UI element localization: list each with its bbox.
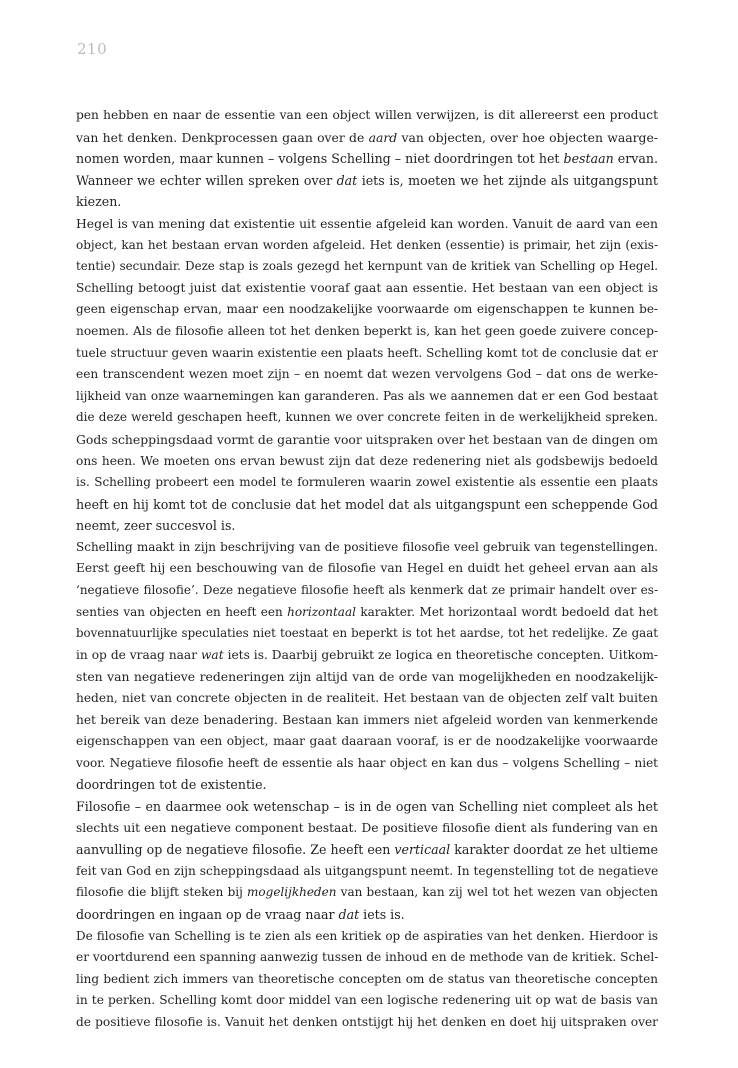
- text-line: [76, 278, 658, 300]
- text-line: [76, 170, 658, 192]
- text-line: [76, 947, 658, 969]
- text-segment: in te perken. Schelling komt door middel van een logische redenering uit op wat de basis van: [76, 993, 658, 1008]
- text-line: [76, 666, 658, 688]
- text-segment: iets is, moeten we het zijnde als uitgangspunt: [357, 172, 658, 188]
- text-segment: sten van negatieve redeneringen zijn altijd van de orde van mogelijkheden en noodzakelijk-: [76, 669, 658, 685]
- text-line: [76, 1012, 658, 1034]
- text-segment: tuele structuur geven waarin existentie een plaats heeft. Schelling komt tot de conclusie dat er: [76, 345, 658, 360]
- text-segment: voor. Negatieve filosofie heeft de essentie als haar object en kan dus – volgens Schelling – niet: [76, 755, 658, 770]
- text-line: [76, 321, 658, 343]
- text-segment: het bereik van deze benadering. Bestaan kan immers niet afgeleid worden van kenmerkende: [76, 712, 658, 727]
- text-segment: doordringen tot de existentie.: [76, 777, 267, 793]
- text-line: [76, 753, 658, 775]
- text-segment: doordringen en ingaan op de vraag naar: [76, 906, 339, 922]
- text-segment: Filosofie – en daarmee ook wetenschap – is in de ogen van Schelling niet compleet als het: [76, 799, 658, 814]
- text-line: [76, 472, 658, 494]
- text-line: [76, 710, 658, 732]
- emphasis-text: horizontaal: [287, 604, 356, 619]
- text-segment: De filosofie van Schelling is te zien als een kritiek op de aspiraties van het denken. Hierdoor is: [76, 928, 658, 943]
- text-line: [76, 407, 658, 429]
- text-segment: er voortdurend een spanning aanwezig tussen de inhoud en de methode van de kritiek. Schel-: [76, 950, 658, 965]
- text-line: [76, 127, 658, 149]
- text-line: [76, 774, 658, 796]
- text-segment: lijkheid van onze waarnemingen kan garanderen. Pas als we aannemen dat er een God bestaat: [76, 388, 658, 403]
- emphasis-text: mogelijkheden: [247, 885, 337, 900]
- emphasis-text: verticaal: [394, 842, 451, 858]
- text-line: [76, 386, 658, 408]
- text-segment: van bestaan, kan zij wel tot het wezen van objecten: [336, 885, 658, 900]
- text-segment: tentie) secundair. Deze stap is zoals gezegd het kernpunt van de kritiek van Schelling op Hegel.: [76, 259, 658, 274]
- text-segment: ‘negatieve filosofie’. Deze negatieve filosofie heeft als kenmerk dat ze primair handelt over es-: [76, 583, 658, 598]
- text-line: [76, 451, 658, 473]
- text-segment: iets is. Daarbij gebruikt ze logica en theoretische concepten. Uitkom-: [223, 647, 658, 662]
- text-segment: Schelling maakt in zijn beschrijving van de positieve filosofie veel gebruik van tegenstellingen.: [76, 539, 658, 554]
- text-line: [76, 213, 658, 235]
- text-segment: noemen. Als de filosofie alleen tot het denken beperkt is, kan het geen goede zuivere concep-: [76, 323, 658, 338]
- text-line: [76, 148, 658, 170]
- emphasis-text: bestaan: [563, 151, 614, 167]
- text-segment: object, kan het bestaan ervan worden afgeleid. Het denken (essentie) is primair, het zijn (exis-: [76, 237, 658, 252]
- text-segment: heden, niet van concrete objecten in de realiteit. Het bestaan van de objecten zelf valt buiten: [76, 691, 658, 706]
- text-line: [76, 839, 658, 861]
- emphasis-text: wat: [201, 647, 224, 662]
- text-line: [76, 623, 658, 645]
- body-text: [76, 105, 658, 1034]
- text-segment: aanvulling op de negatieve filosofie. Ze heeft een: [76, 842, 395, 858]
- text-segment: Gods scheppingsdaad vormt de garantie voor uitspraken over het bestaan van de dingen om: [76, 431, 658, 447]
- text-segment: pen hebben en naar de essentie van een object willen verwijzen, is dit allereerst een product: [76, 108, 658, 122]
- text-segment: eigenschappen van een object, maar gaat daaraan vooraf, is er de noodzakelijke voorwaarde: [76, 734, 658, 749]
- text-line: [76, 990, 658, 1012]
- text-segment: kiezen.: [76, 194, 122, 210]
- text-line: [76, 688, 658, 710]
- text-line: [76, 235, 658, 257]
- text-segment: neemt, zeer succesvol is.: [76, 518, 236, 534]
- text-line: [76, 343, 658, 365]
- emphasis-text: aard: [368, 129, 398, 145]
- text-segment: Hegel is van mening dat existentie uit essentie afgeleid kan worden. Vanuit de aard van een: [76, 215, 658, 231]
- text-line: [76, 515, 658, 537]
- text-segment: karakter doordat ze het ultieme: [450, 842, 658, 858]
- text-line: [76, 969, 658, 991]
- text-segment: slechts uit een negatieve component bestaat. De positieve filosofie dient als fundering van en: [76, 820, 658, 835]
- text-line: [76, 537, 658, 559]
- text-segment: nomen worden, maar kunnen – volgens Schelling – niet doordringen tot het: [76, 151, 564, 167]
- text-line: [76, 645, 658, 667]
- text-segment: van objecten, over hoe objecten waarge-: [397, 129, 658, 145]
- text-segment: Eerst geeft hij een beschouwing van de filosofie van Hegel en duidt het geheel ervan aan als: [76, 561, 658, 576]
- emphasis-text: dat: [336, 172, 358, 188]
- text-line: [76, 494, 658, 516]
- text-line: [76, 882, 658, 904]
- text-segment: een transcendent wezen moet zijn – en noemt dat wezen vervolgens God – dat ons de werke-: [76, 367, 658, 382]
- text-segment: ons heen. We moeten ons ervan bewust zijn dat deze redenering niet als godsbewijs bedoeld: [76, 453, 658, 468]
- text-segment: senties van objecten en heeft een: [76, 604, 288, 619]
- text-line: [76, 299, 658, 321]
- text-line: [76, 602, 658, 624]
- text-segment: bovennatuurlijke speculaties niet toestaat en beperkt is tot het aardse, tot het redelijke. Ze gaat: [76, 626, 658, 641]
- page-number: 210: [77, 40, 108, 58]
- text-line: [76, 256, 658, 278]
- text-line: [76, 364, 658, 386]
- text-segment: heeft en hij komt tot de conclusie dat het model dat als uitgangspunt een scheppende God: [76, 496, 658, 512]
- text-line: [76, 105, 658, 127]
- text-segment: karakter. Met horizontaal wordt bedoeld dat het: [355, 604, 658, 619]
- emphasis-text: dat: [338, 906, 360, 922]
- text-segment: geen eigenschap ervan, maar een noodzakelijke voorwaarde om eigenschappen te kunnen be-: [76, 302, 658, 317]
- text-line: [76, 558, 658, 580]
- text-line: [76, 904, 658, 926]
- text-segment: filosofie die blijft steken bij: [76, 885, 248, 900]
- text-segment: in op de vraag naar: [76, 647, 201, 662]
- text-line: [76, 580, 658, 602]
- text-segment: ervan.: [613, 151, 658, 167]
- text-line: [76, 191, 658, 213]
- text-segment: van het denken. Denkprocessen gaan over de: [76, 129, 369, 145]
- text-segment: die deze wereld geschapen heeft, kunnen we over concrete feiten in de werkelijkheid spreken.: [76, 410, 658, 425]
- text-segment: iets is.: [359, 906, 405, 922]
- text-segment: Schelling betoogt juist dat existentie vooraf gaat aan essentie. Het bestaan van een object is: [76, 280, 658, 295]
- text-line: [76, 731, 658, 753]
- text-line: [76, 926, 658, 948]
- text-segment: Wanneer we echter willen spreken over: [76, 172, 337, 188]
- text-line: [76, 429, 658, 451]
- text-segment: de positieve filosofie is. Vanuit het denken ontstijgt hij het denken en doet hij uitspraken over: [76, 1014, 658, 1029]
- text-line: [76, 861, 658, 883]
- text-segment: feit van God en zijn scheppingsdaad als uitgangspunt neemt. In tegenstelling tot de negatieve: [76, 863, 658, 878]
- text-segment: is. Schelling probeert een model te formuleren waarin zowel existentie als essentie een plaats: [76, 475, 658, 490]
- text-line: [76, 796, 658, 818]
- text-line: [76, 818, 658, 840]
- text-segment: ling bedient zich immers van theoretische concepten om de status van theoretische concepten: [76, 971, 658, 986]
